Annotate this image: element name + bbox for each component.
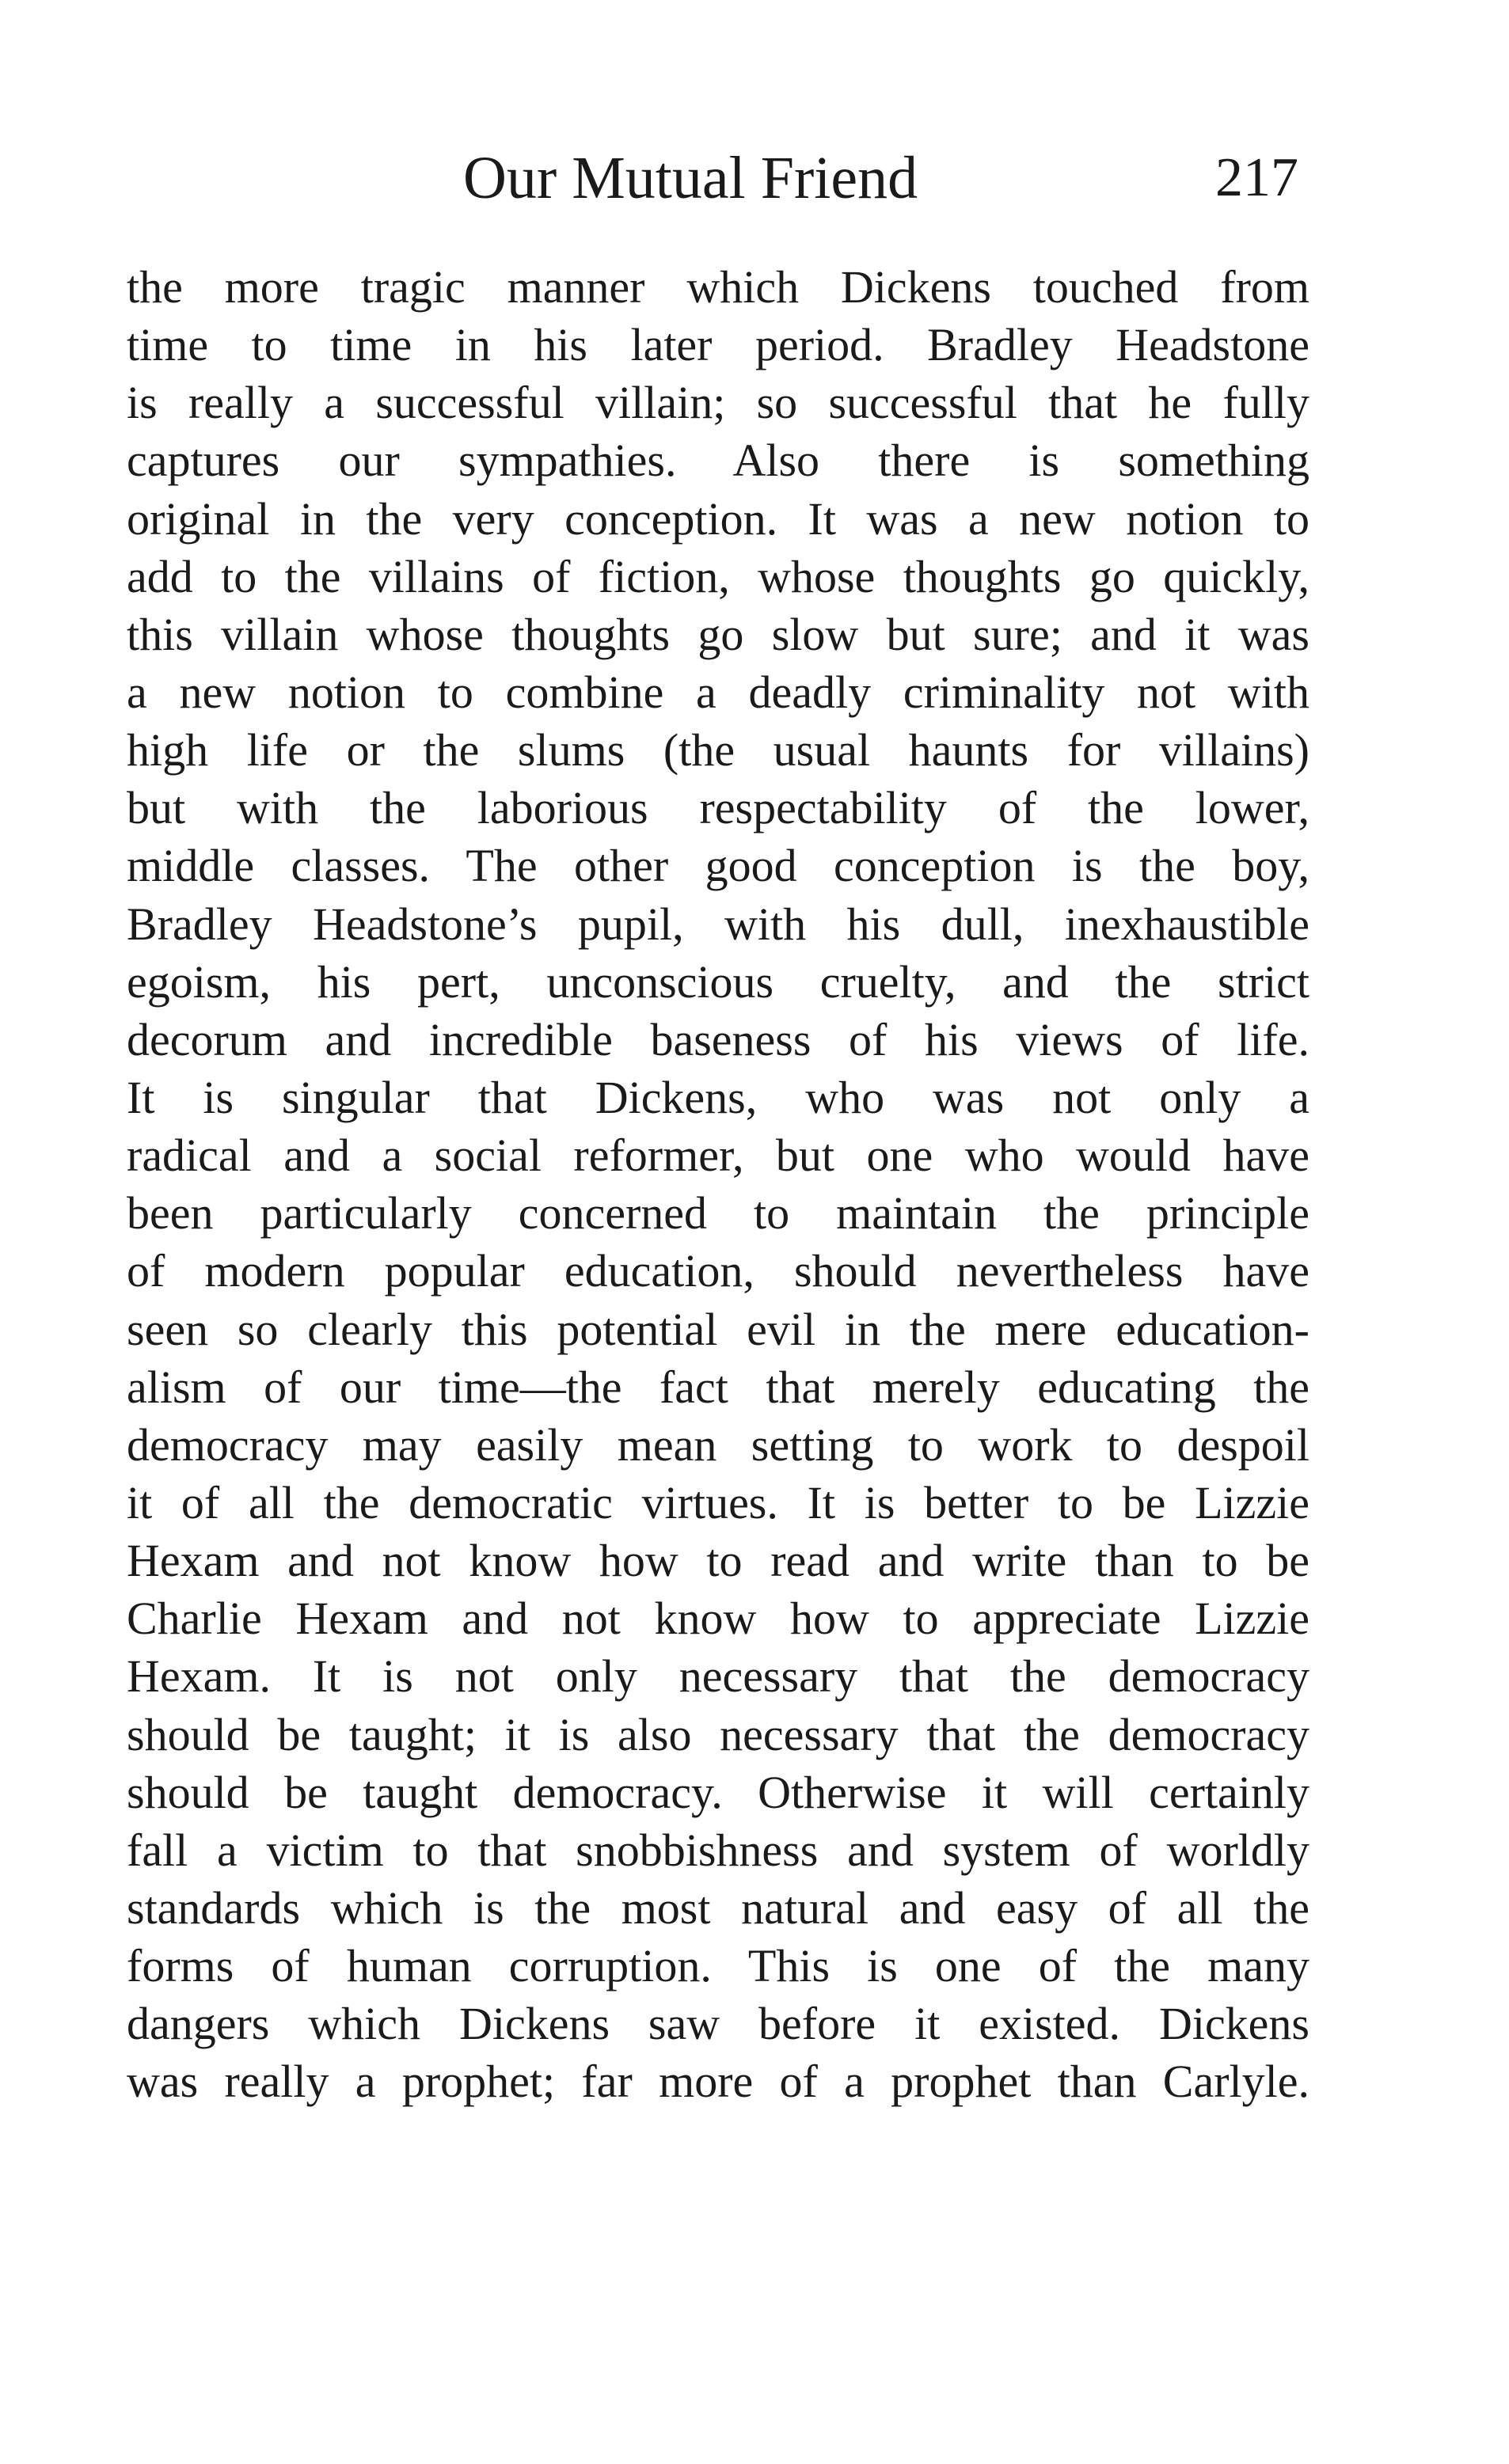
text-line: Hexam and not know how to read and write than to be bbox=[127, 1535, 1309, 1587]
text-line: this villain whose thoughts go slow but sure; and it was bbox=[127, 608, 1309, 660]
text-line: was really a prophet; far more of a prophet than Carlyle. bbox=[127, 2056, 1309, 2108]
text-line: is really a successful villain; so successful that he fully bbox=[127, 377, 1309, 429]
text-line: standards which is the most natural and easy of all the bbox=[127, 1881, 1309, 1934]
page-number: 217 bbox=[1215, 147, 1298, 208]
text-line: seen so clearly this potential evil in the mere education- bbox=[127, 1303, 1309, 1355]
text-line: a new notion to combine a deadly criminality not with bbox=[127, 666, 1309, 718]
text-line: middle classes. The other good conception is the boy, bbox=[127, 840, 1309, 892]
text-line: democracy may easily mean setting to work to despoil bbox=[127, 1418, 1309, 1471]
text-line: egoism, his pert, unconscious cruelty, and the strict bbox=[127, 955, 1309, 1008]
text-line: Hexam. It is not only necessary that the democracy bbox=[127, 1650, 1309, 1703]
text-line: It is singular that Dickens, who was not only a bbox=[127, 1071, 1309, 1123]
text-line: decorum and incredible baseness of his views of life. bbox=[127, 1013, 1309, 1065]
text-line: original in the very conception. It was a new notion to bbox=[127, 492, 1309, 545]
text-line: dangers which Dickens saw before it existed. Dickens bbox=[127, 1998, 1309, 2050]
text-line: should be taught; it is also necessary that the democracy bbox=[127, 1708, 1309, 1760]
text-line: captures our sympathies. Also there is something bbox=[127, 435, 1309, 487]
text-line: been particularly concerned to maintain the principle bbox=[127, 1187, 1309, 1240]
text-line: fall a victim to that snobbishness and system of worldly bbox=[127, 1824, 1309, 1876]
text-line: should be taught democracy. Otherwise it will certainly bbox=[127, 1766, 1309, 1818]
text-line: the more tragic manner which Dickens touched from bbox=[127, 261, 1309, 313]
running-title: Our Mutual Friend bbox=[463, 145, 918, 211]
text-line: but with the laborious respectability of the lower, bbox=[127, 782, 1309, 834]
text-line: Bradley Headstone’s pupil, with his dull, inexhaustible bbox=[127, 898, 1309, 950]
page-header bbox=[0, 135, 1509, 222]
text-line: high life or the slums (the usual haunts for villains) bbox=[127, 724, 1309, 776]
text-line: time to time in his later period. Bradley Headstone bbox=[127, 319, 1309, 371]
text-line: forms of human corruption. This is one of the many bbox=[127, 1940, 1309, 1992]
text-line: radical and a social reformer, but one who would have bbox=[127, 1129, 1309, 1182]
body-text bbox=[127, 258, 1309, 2111]
text-line: of modern popular education, should nevertheless have bbox=[127, 1245, 1309, 1297]
text-line: it of all the democratic virtues. It is better to be Lizzie bbox=[127, 1476, 1309, 1528]
text-line: alism of our time—the fact that merely educating the bbox=[127, 1361, 1309, 1413]
text-line: add to the villains of fiction, whose thoughts go quickly, bbox=[127, 550, 1309, 602]
text-line: Charlie Hexam and not know how to appreciate Lizzie bbox=[127, 1593, 1309, 1645]
